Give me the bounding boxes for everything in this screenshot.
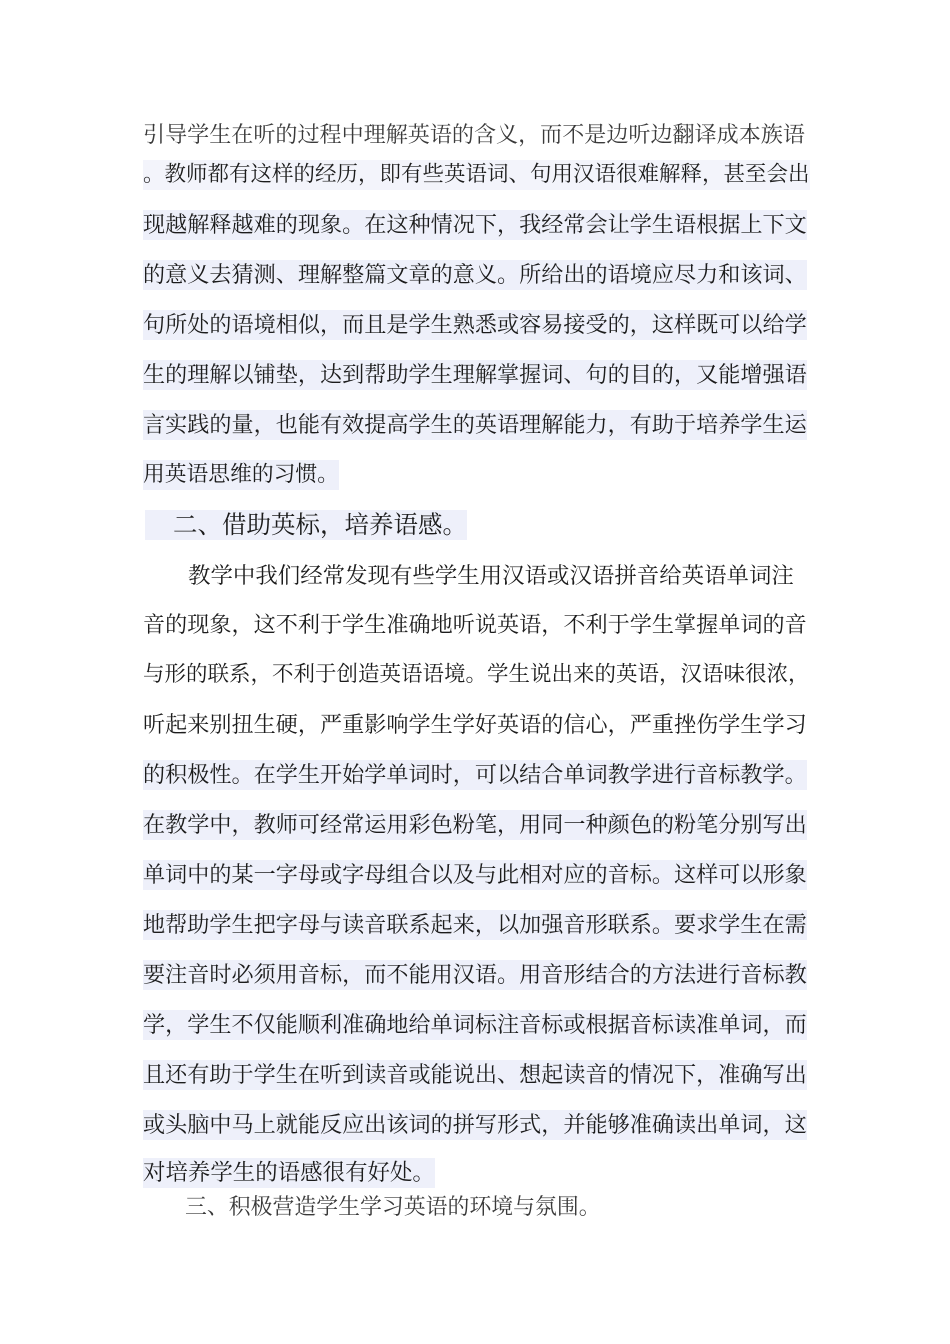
paragraph-2-line: 音的现象，这不利于学生准确地听说英语，不利于学生掌握单词的音	[143, 612, 807, 638]
paragraph-2-line: 要注音时必须用音标，而不能用汉语。用音形结合的方法进行音标教	[143, 962, 807, 988]
paragraph-1-line: 引导学生在听的过程中理解英语的含义，而不是边听边翻译成本族语	[143, 123, 805, 148]
paragraph-2-line: 学，学生不仅能顺利准确地给单词标注音标或根据音标读准单词，而	[143, 1012, 807, 1038]
paragraph-1-line: 言实践的量，也能有效提高学生的英语理解能力，有助于培养学生运	[143, 412, 807, 438]
paragraph-2-line: 教学中我们经常发现有些学生用汉语或汉语拼音给英语单词注	[188, 563, 794, 589]
paragraph-1-line: 的意义去猜测、理解整篇文章的意义。所给出的语境应尽力和该词、	[143, 262, 807, 288]
paragraph-2-line: 的积极性。在学生开始学单词时，可以结合单词教学进行音标教学。	[143, 762, 807, 788]
section-heading-3: 三、积极营造学生学习英语的环境与氛围。	[185, 1195, 601, 1220]
paragraph-1-line: 用英语思维的习惯。	[143, 460, 339, 490]
paragraph-1-line: 句所处的语境相似，而且是学生熟悉或容易接受的，这样既可以给学	[143, 312, 807, 338]
paragraph-2-line: 单词中的某一字母或字母组合以及与此相对应的音标。这样可以形象	[143, 862, 807, 888]
paragraph-2-line: 听起来别扭生硬，严重影响学生学好英语的信心，严重挫伤学生学习	[143, 712, 807, 738]
paragraph-2-line: 对培养学生的语感很有好处。	[143, 1160, 435, 1186]
paragraph-1-line: 。教师都有这样的经历，即有些英语词、句用汉语很难解释，甚至会出	[143, 160, 810, 190]
paragraph-2-line: 或头脑中马上就能反应出该词的拼写形式，并能够准确读出单词，这	[143, 1112, 807, 1138]
section-heading-2: 二、借助英标，培养语感。	[145, 510, 467, 540]
paragraph-2-line: 在教学中，教师可经常运用彩色粉笔，用同一种颜色的粉笔分别写出	[143, 812, 807, 838]
paragraph-2-line: 与形的联系，不利于创造英语语境。学生说出来的英语，汉语味很浓，	[143, 662, 810, 687]
paragraph-2-line: 且还有助于学生在听到读音或能说出、想起读音的情况下，准确写出	[143, 1062, 807, 1088]
paragraph-1-line: 生的理解以铺垫，达到帮助学生理解掌握词、句的目的，又能增强语	[143, 362, 807, 388]
paragraph-1-line: 现越解释越难的现象。在这种情况下，我经常会让学生语根据上下文	[143, 212, 807, 238]
paragraph-2-line: 地帮助学生把字母与读音联系起来，以加强音形联系。要求学生在需	[143, 912, 807, 938]
